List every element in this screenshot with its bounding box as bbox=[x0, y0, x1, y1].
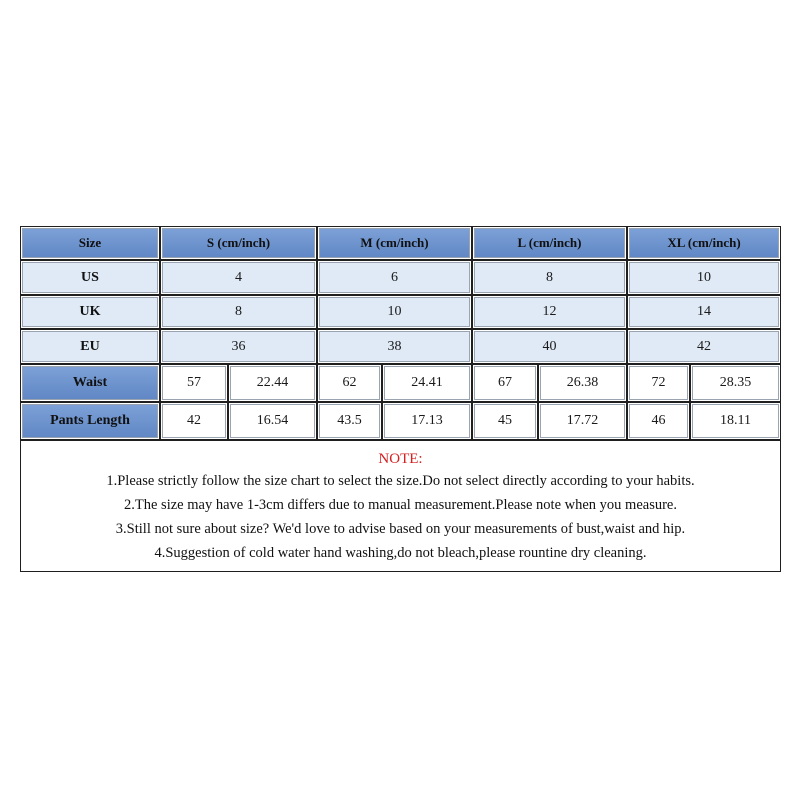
us-m-value: 6 bbox=[391, 269, 398, 285]
pants-m-inch-cell bbox=[382, 402, 472, 440]
note-line-4: 4.Suggestion of cold water hand washing,do not bleach,please rountine dry cleaning. bbox=[154, 545, 647, 561]
waist-m-cm-cell bbox=[317, 364, 382, 402]
pants-s-cm-cell bbox=[160, 402, 228, 440]
uk-l-cell bbox=[472, 295, 627, 329]
eu-l-cell bbox=[472, 329, 627, 364]
waist-xl-inch: 28.35 bbox=[719, 375, 752, 390]
waist-xl-cm: 72 bbox=[651, 375, 666, 390]
waist-s-inch-cell bbox=[228, 364, 317, 402]
size-l-header bbox=[472, 226, 627, 260]
uk-s-value: 8 bbox=[235, 304, 242, 319]
size-header-label: Size bbox=[78, 235, 102, 250]
eu-s-cell bbox=[160, 329, 317, 364]
eu-row-label bbox=[20, 329, 160, 364]
us-xl-value: 10 bbox=[697, 269, 711, 285]
pants-length-row-label bbox=[20, 402, 160, 440]
note-title: NOTE: bbox=[378, 451, 423, 467]
pants-xl-inch: 18.11 bbox=[720, 413, 751, 428]
uk-s-cell bbox=[160, 295, 317, 329]
uk-xl-cell bbox=[627, 295, 781, 329]
waist-s-inch: 22.44 bbox=[256, 375, 289, 390]
pants-s-inch: 16.54 bbox=[256, 413, 289, 428]
pants-l-inch: 17.72 bbox=[566, 413, 599, 428]
note-box bbox=[20, 440, 781, 572]
eu-m-cell bbox=[317, 329, 472, 364]
size-m-label: M (cm/inch) bbox=[360, 235, 429, 250]
eu-xl-cell bbox=[627, 329, 781, 364]
uk-xl-value: 14 bbox=[697, 304, 711, 319]
waist-label: Waist bbox=[72, 375, 108, 390]
pants-l-cm-cell bbox=[472, 402, 538, 440]
waist-m-cm: 62 bbox=[342, 375, 357, 390]
waist-l-cm-cell bbox=[472, 364, 538, 402]
uk-row-label bbox=[20, 295, 160, 329]
eu-label: EU bbox=[80, 338, 100, 354]
us-row-label bbox=[20, 260, 160, 295]
uk-m-cell bbox=[317, 295, 472, 329]
pants-l-inch-cell bbox=[538, 402, 627, 440]
uk-m-value: 10 bbox=[387, 304, 402, 319]
pants-xl-inch-cell bbox=[690, 402, 781, 440]
us-l-value: 8 bbox=[546, 269, 553, 285]
eu-m-value: 38 bbox=[387, 338, 402, 354]
waist-xl-inch-cell bbox=[690, 364, 781, 402]
us-m-cell bbox=[317, 260, 472, 295]
us-xl-cell bbox=[627, 260, 781, 295]
size-header-cell bbox=[20, 226, 160, 260]
us-s-value: 4 bbox=[235, 269, 242, 285]
size-s-header bbox=[160, 226, 317, 260]
size-l-label: L (cm/inch) bbox=[517, 235, 582, 250]
size-s-label: S (cm/inch) bbox=[206, 235, 271, 250]
waist-m-inch-cell bbox=[382, 364, 472, 402]
pants-xl-cm: 46 bbox=[651, 413, 666, 428]
eu-s-value: 36 bbox=[231, 338, 246, 354]
waist-l-inch-cell bbox=[538, 364, 627, 402]
pants-s-inch-cell bbox=[228, 402, 317, 440]
us-label: US bbox=[81, 269, 99, 285]
us-l-cell bbox=[472, 260, 627, 295]
waist-s-cm: 57 bbox=[187, 375, 201, 390]
pants-m-cm: 43.5 bbox=[337, 413, 362, 428]
pants-m-cm-cell bbox=[317, 402, 382, 440]
waist-s-cm-cell bbox=[160, 364, 228, 402]
size-xl-header bbox=[627, 226, 781, 260]
us-s-cell bbox=[160, 260, 317, 295]
size-xl-label: XL (cm/inch) bbox=[667, 235, 741, 250]
pants-length-label: Pants Length bbox=[50, 413, 130, 428]
waist-l-cm: 67 bbox=[498, 375, 512, 390]
waist-m-inch: 24.41 bbox=[411, 375, 443, 390]
pants-m-inch: 17.13 bbox=[411, 413, 443, 428]
pants-l-cm: 45 bbox=[498, 413, 512, 428]
pants-s-cm: 42 bbox=[187, 413, 201, 428]
waist-l-inch: 26.38 bbox=[566, 375, 599, 390]
eu-l-value: 40 bbox=[542, 338, 557, 354]
pants-xl-cm-cell bbox=[627, 402, 690, 440]
eu-xl-value: 42 bbox=[697, 338, 711, 354]
note-line-1: 1.Please strictly follow the size chart to select the size.Do not select directly according to your habits. bbox=[106, 473, 695, 489]
waist-xl-cm-cell bbox=[627, 364, 690, 402]
note-line-3: 3.Still not sure about size? We'd love to advise based on your measurements of bust,waist and hip. bbox=[115, 521, 686, 537]
note-line-2: 2.The size may have 1-3cm differs due to manual measurement.Please note when you measure. bbox=[124, 497, 677, 513]
uk-l-value: 12 bbox=[542, 304, 557, 319]
waist-row-label bbox=[20, 364, 160, 402]
uk-label: UK bbox=[79, 304, 101, 319]
size-m-header bbox=[317, 226, 472, 260]
